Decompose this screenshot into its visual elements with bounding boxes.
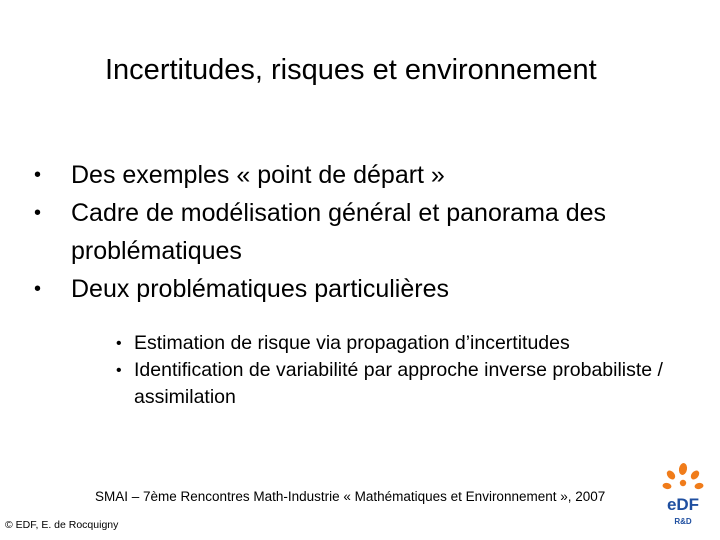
bullet-item [34, 270, 714, 308]
edf-logo-text: eDF [666, 495, 700, 514]
bullet-dot-icon: • [34, 202, 42, 224]
sub-bullet-dot-icon: • [116, 335, 122, 352]
edf-logo-icon [655, 462, 711, 530]
bullet-item [34, 194, 714, 270]
footer-text: SMAI – 7ème Rencontres Math-Industrie « Mathématiques et Environnement », 2007 [95, 489, 606, 504]
bullet-text: Des exemples « point de départ » [71, 161, 445, 189]
edf-logo-rays-icon [662, 462, 704, 489]
sub-bullet-text: Identification de variabilité par approche inverse probabiliste / assimilation [134, 359, 663, 408]
sub-bullet-text: Estimation de risque via propagation d’incertitudes [134, 332, 570, 354]
sub-bullet-item [116, 330, 716, 357]
bullet-dot-icon: • [34, 278, 42, 300]
copyright-text: © EDF, E. de Rocquigny [5, 519, 119, 531]
bullet-list [34, 156, 714, 308]
bullet-dot-icon: • [34, 164, 42, 186]
edf-logo-subtext: R&D [674, 517, 692, 526]
bullet-text: Cadre de modélisation général et panorama des problématiques [71, 199, 607, 265]
sub-bullet-dot-icon: • [116, 362, 122, 379]
slide-title: Incertitudes, risques et environnement [105, 54, 597, 86]
sub-bullet-item [116, 357, 716, 411]
bullet-item [34, 156, 714, 194]
sub-bullet-list [116, 330, 716, 411]
bullet-text: Deux problématiques particulières [71, 275, 449, 303]
